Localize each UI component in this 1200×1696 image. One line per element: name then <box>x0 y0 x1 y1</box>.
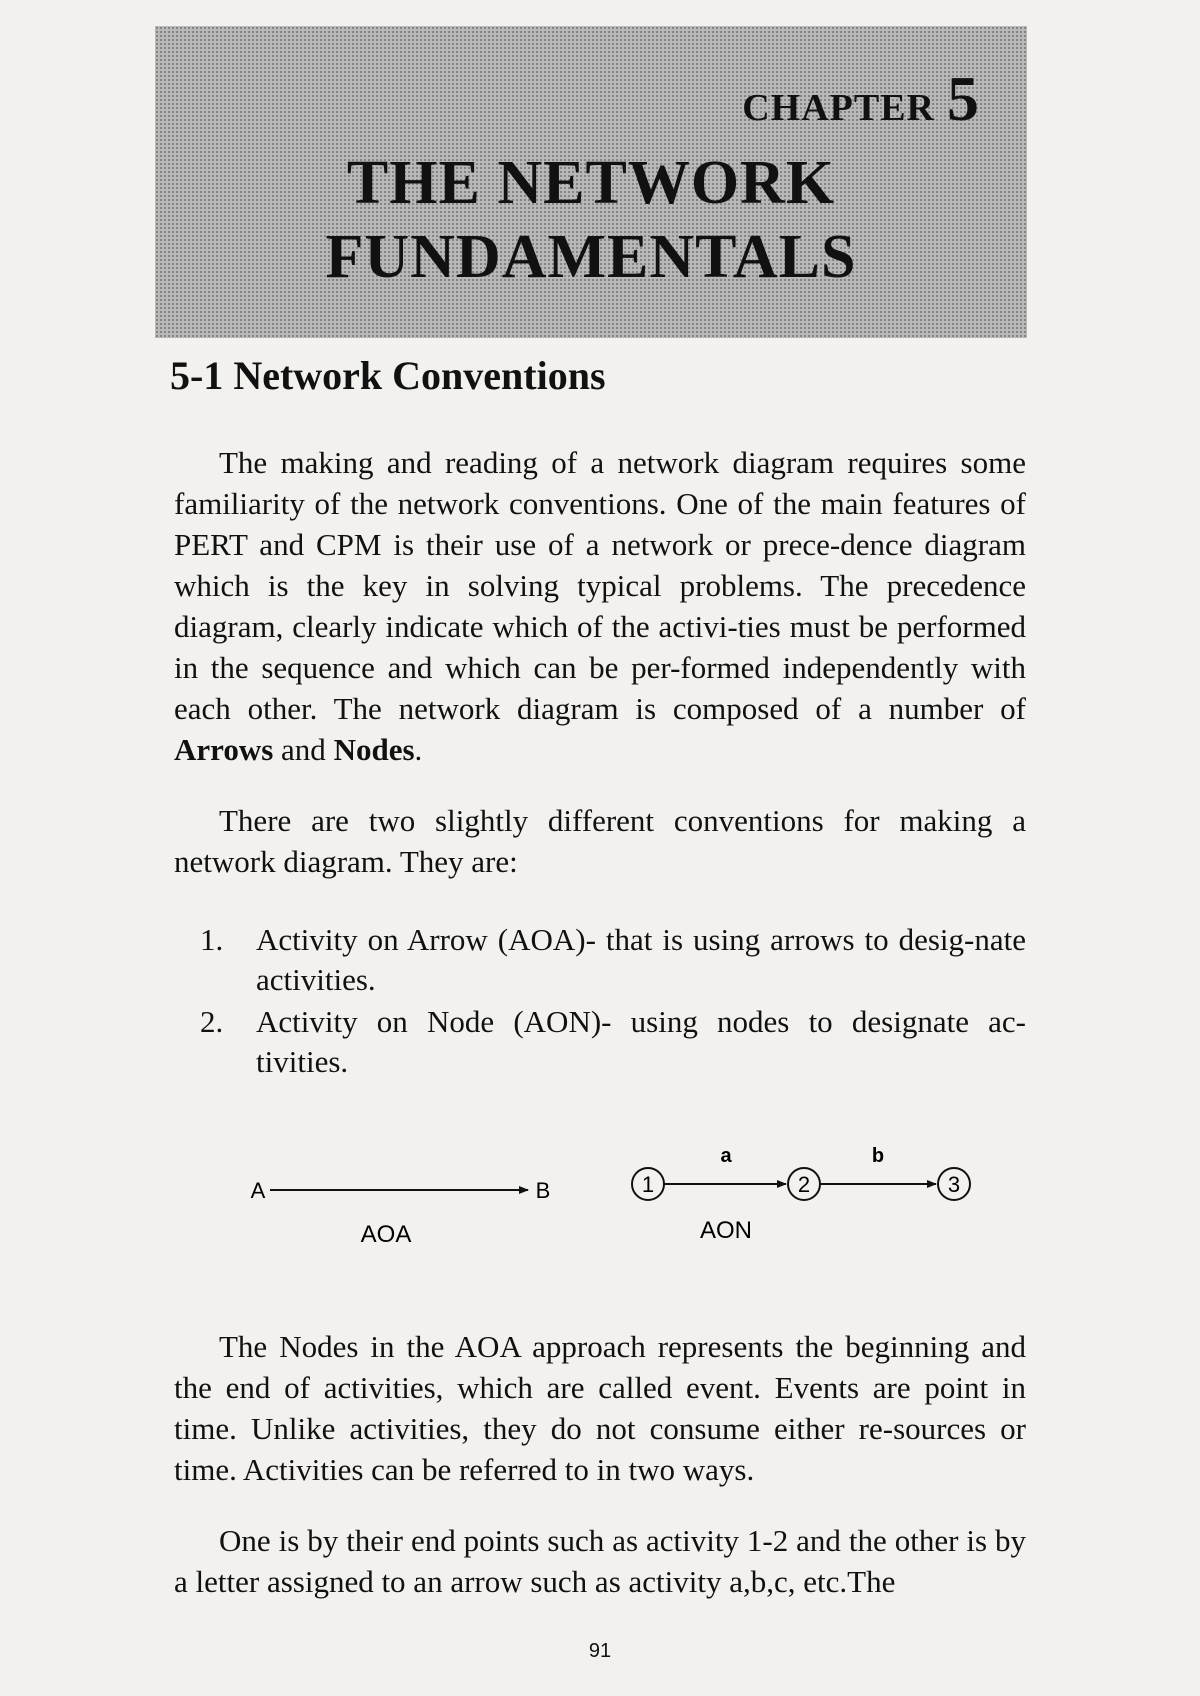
paragraph-intro-text: The making and reading of a network diagram requires some familiarity of the network conventions. One of the main features of PERT and CPM is their use of a network or prece-dence diagram which is the key in solving typical problems. The precedence diagram, clearly indicate which of the activi-ties must be performed in the sequence and which can be per-formed independently with each other. The network diagram is composed of a number of <box>174 445 1026 726</box>
section-heading: 5-1 Network Conventions <box>170 353 606 398</box>
aon-caption: AON <box>699 1217 753 1244</box>
chapter-banner <box>155 26 1027 338</box>
chapter-word: CHAPTER <box>742 87 935 129</box>
paragraph-intro-end: . <box>414 732 423 767</box>
chapter-title-line-2: FUNDAMENTALS <box>325 223 857 291</box>
paragraph-intro <box>174 442 1026 770</box>
aoa-end-label: B <box>535 1178 551 1203</box>
aon-node-2-label: 2 <box>797 1172 811 1197</box>
list-item-text: Activity on Arrow (AOA)- that is using arrows to desig-nate activities. <box>256 922 1026 997</box>
paragraph-nodes: The Nodes in the AOA approach represents the beginning and the end of activities, which are called event. Events are point in time. Unlike activities, they do not consume either re-sources or time. Activities can be referred to in two ways. <box>174 1329 1026 1487</box>
list-item-number: 1. <box>200 922 224 957</box>
list-item <box>200 1002 1026 1082</box>
aon-arrow-a-label: a <box>720 1145 732 1167</box>
conventions-list <box>200 920 1026 1084</box>
chapter-title <box>155 146 1027 294</box>
aoa-start-label: A <box>250 1178 266 1203</box>
aon-node-3-label: 3 <box>947 1172 961 1197</box>
list-item-number: 2. <box>200 1004 224 1039</box>
network-figure <box>0 1130 1200 1260</box>
list-item-text: Activity on Node (AON)- using nodes to designate ac-tivities. <box>256 1004 1026 1079</box>
list-item <box>200 920 1026 1000</box>
page-number: 91 <box>588 1640 612 1662</box>
term-nodes: Nodes <box>333 732 415 767</box>
aon-node-1-label: 1 <box>641 1172 655 1197</box>
chapter-title-line-1: THE NETWORK <box>346 149 836 217</box>
chapter-number: 5 <box>947 63 979 134</box>
chapter-label <box>742 62 979 136</box>
aon-arrow-b-label: b <box>871 1145 885 1167</box>
aoa-caption: AOA <box>360 1221 412 1248</box>
paragraph-conventions: There are two slightly different conventions for making a network diagram. They are: <box>174 803 1026 879</box>
term-arrows: Arrows <box>174 732 274 767</box>
paragraph-activities: One is by their end points such as activity 1-2 and the other is by a letter assigned to an arrow such as activity a,b,c, etc.The <box>174 1523 1026 1599</box>
paragraph-intro-and: and <box>273 732 334 767</box>
